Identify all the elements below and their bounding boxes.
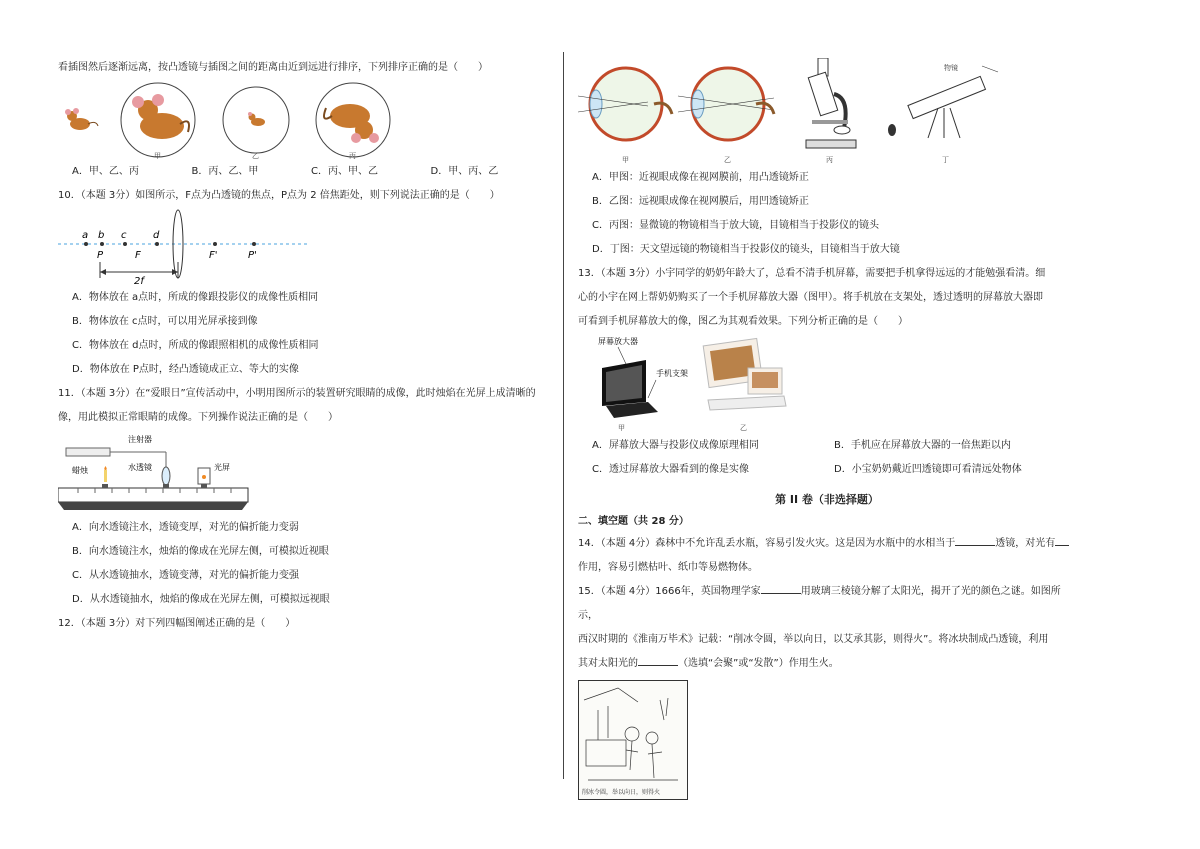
q9-option-a[interactable]: A．甲、乙、丙 — [72, 166, 139, 177]
q9-figure — [58, 80, 408, 160]
point-a: a — [82, 230, 89, 241]
q14-blank-1[interactable] — [955, 534, 995, 546]
magnifier-photo — [703, 338, 786, 410]
cartoon-mouse-large — [132, 94, 189, 139]
q10-option-c[interactable]: C．物体放在 d点时，所成的像跟照相机的成像性质相同 — [72, 340, 319, 351]
microscope-icon — [806, 58, 856, 148]
point-b: b — [98, 230, 105, 241]
section-2-title: 第 II 卷（非选择题） — [775, 493, 879, 506]
q9-label-bing: 丙 — [349, 152, 356, 160]
fill-in-heading: 二、填空题（共 28 分） — [578, 516, 689, 527]
eye-diagram-jia — [578, 68, 672, 140]
label-syringe: 注射器 — [128, 435, 152, 444]
q15-caption: 削冰令圆，举以向日，则得火 — [582, 789, 661, 796]
q12-option-b[interactable]: B．乙图：远视眼成像在视网膜后，用凹透镜矫正 — [592, 196, 809, 207]
q9-option-b[interactable]: B．丙、乙、甲 — [191, 166, 259, 177]
q12-figures — [578, 58, 1008, 166]
right-column — [578, 58, 1076, 800]
label-candle: 蜡烛 — [72, 466, 88, 475]
q13-option-d[interactable]: D．小宝奶奶戴近凹透镜即可看清远处物体 — [834, 464, 1022, 475]
q11-option-b[interactable]: B．向水透镜注水，烛焰的像成在光屏左侧，可模拟近视眼 — [72, 546, 329, 557]
q9-intro: 看插图然后逐渐远离，按凸透镜与插图之间的距离由近到远进行排序，下列排序正确的是（ ） — [58, 62, 488, 73]
label-magnifier: 屏幕放大器 — [598, 337, 638, 346]
q15-line1 — [578, 580, 1076, 628]
q11-optical-bench — [58, 430, 258, 516]
q13-magnifier-figure — [578, 334, 798, 434]
q15-text-a: 15．（本题 4分）1666年，英国物理学家 — [578, 586, 761, 597]
q12-option-a[interactable]: A．甲图：近视眼成像在视网膜前，用凸透镜矫正 — [592, 172, 809, 183]
q10-lens-diagram — [58, 208, 318, 286]
q11-stem-line1: 11．（本题 3分）在“爱眼日”宣传活动中，小明用图所示的装置研究眼睛的成像，此时烛焰在光屏上成清晰的 — [58, 388, 536, 399]
q13-option-a[interactable]: A．屏幕放大器与投影仪成像原理相同 — [592, 440, 759, 451]
q14-text-b: 透镜，对光有 — [995, 538, 1056, 549]
q11-option-a[interactable]: A．向水透镜注水，透镜变厚，对光的偏折能力变弱 — [72, 522, 299, 533]
q15-line3 — [578, 652, 1076, 676]
screen-magnifier — [602, 360, 658, 418]
q13-stem-line3: 可看到手机屏幕放大的像，图乙为其观看效果。下列分析正确的是（ ） — [578, 316, 908, 327]
q10-stem: 10．（本题 3分）如图所示，F点为凸透镜的焦点，P点为 2 倍焦距处，则下列说法正确的是（ ） — [58, 190, 500, 201]
column-divider — [563, 52, 564, 779]
q14-line1 — [578, 532, 1076, 556]
point-c: c — [121, 230, 127, 241]
q13-option-b[interactable]: B．手机应在屏幕放大器的一倍焦距以内 — [834, 440, 1011, 451]
q9-options — [58, 162, 550, 182]
q12-label-ding: 丁 — [942, 156, 949, 164]
label-screen: 光屏 — [214, 463, 230, 472]
telescope-icon — [888, 66, 998, 138]
q15-ancient-illustration — [578, 680, 688, 800]
q15-blank-2[interactable] — [638, 654, 678, 666]
cartoon-mouse-small — [65, 108, 98, 130]
q15-text-e: （选填“会聚”或“发散”）作用生火。 — [678, 658, 839, 669]
q13-stem-line1: 13．（本题 3分）小宇同学的奶奶年龄大了，总看不清手机屏幕，需要把手机拿得远远的才能勉强看清。细 — [578, 268, 1046, 279]
q11-option-d[interactable]: D．从水透镜抽水，烛焰的像成在光屏左侧，可模拟远视眼 — [72, 594, 330, 605]
point-P: P — [97, 250, 104, 261]
q14-line2: 作用，容易引燃枯叶、纸巾等易燃物体。 — [578, 562, 758, 573]
q12-stem: 12．（本题 3分）对下列四幅图阐述正确的是（ ） — [58, 618, 296, 629]
cartoon-mouse-tiny — [248, 112, 265, 126]
q12-option-c[interactable]: C．丙图：显微镜的物镜相当于放大镜，目镜相当于投影仪的镜头 — [592, 220, 879, 231]
q12-option-d[interactable]: D．丁图：天文望远镜的物镜相当于投影仪的镜头，目镜相当于放大镜 — [592, 244, 900, 255]
q9-option-c[interactable]: C．丙、甲、乙 — [311, 166, 378, 177]
q9-label-yi: 乙 — [252, 152, 259, 160]
q13-option-c[interactable]: C．透过屏幕放大器看到的像是实像 — [592, 464, 749, 475]
eye-diagram-yi — [678, 68, 774, 140]
q15-line2: 西汉时期的《淮南万毕术》记载：“削冰令圆，举以向日，以艾承其影，则得火”。将冰块制成凸透镜，利用 — [578, 634, 1049, 645]
q15-text-b: 用玻璃三棱镜分解了太阳光，揭开了光的颜色之谜。如图所示， — [578, 586, 1061, 621]
q14-blank-2[interactable] — [1055, 534, 1069, 546]
q12-label-yi: 乙 — [724, 156, 731, 164]
q10-option-b[interactable]: B．物体放在 c点时，可以用光屏承接到像 — [72, 316, 258, 327]
q15-blank-1[interactable] — [761, 582, 801, 594]
point-F: F — [135, 250, 141, 261]
q12-label-jia: 甲 — [622, 156, 629, 164]
q9-label-jia: 甲 — [154, 152, 161, 160]
q12-label-objective: 物镜 — [944, 64, 958, 72]
label-phone-holder: 手机支架 — [656, 369, 688, 378]
point-P-prime: P' — [248, 250, 257, 261]
q13-label-jia: 甲 — [618, 424, 625, 432]
point-F-prime: F' — [209, 250, 218, 261]
left-column — [58, 56, 550, 636]
point-d: d — [153, 230, 160, 241]
q9-option-d[interactable]: D．甲、丙、乙 — [430, 166, 499, 177]
q13-label-yi: 乙 — [740, 424, 747, 432]
q11-option-c[interactable]: C．从水透镜抽水，透镜变薄，对光的偏折能力变强 — [72, 570, 299, 581]
q14-text-a: 14．（本题 4分）森林中不允许乱丢水瓶，容易引发火灾。这是因为水瓶中的水相当于 — [578, 538, 956, 549]
q13-options — [578, 434, 1076, 482]
q12-label-bing: 丙 — [826, 156, 833, 164]
q15-text-d: 其对太阳光的 — [578, 658, 638, 669]
q10-option-d[interactable]: D．物体放在 P点时，经凸透镜成正立、等大的实像 — [72, 364, 299, 375]
cartoon-mouse-inverted — [324, 104, 379, 143]
q10-option-a[interactable]: A．物体放在 a点时，所成的像跟投影仪的成像性质相同 — [72, 292, 319, 303]
distance-2f: 2f — [134, 276, 144, 286]
q13-stem-line2: 心的小宇在网上帮奶奶购买了一个手机屏幕放大器（图甲）。将手机放在支架处，透过透明的屏幕放大器即 — [578, 292, 1043, 303]
q11-stem-line2: 像，用此模拟正常眼睛的成像。下列操作说法正确的是（ ） — [58, 412, 338, 423]
label-water-lens: 水透镜 — [128, 463, 152, 472]
